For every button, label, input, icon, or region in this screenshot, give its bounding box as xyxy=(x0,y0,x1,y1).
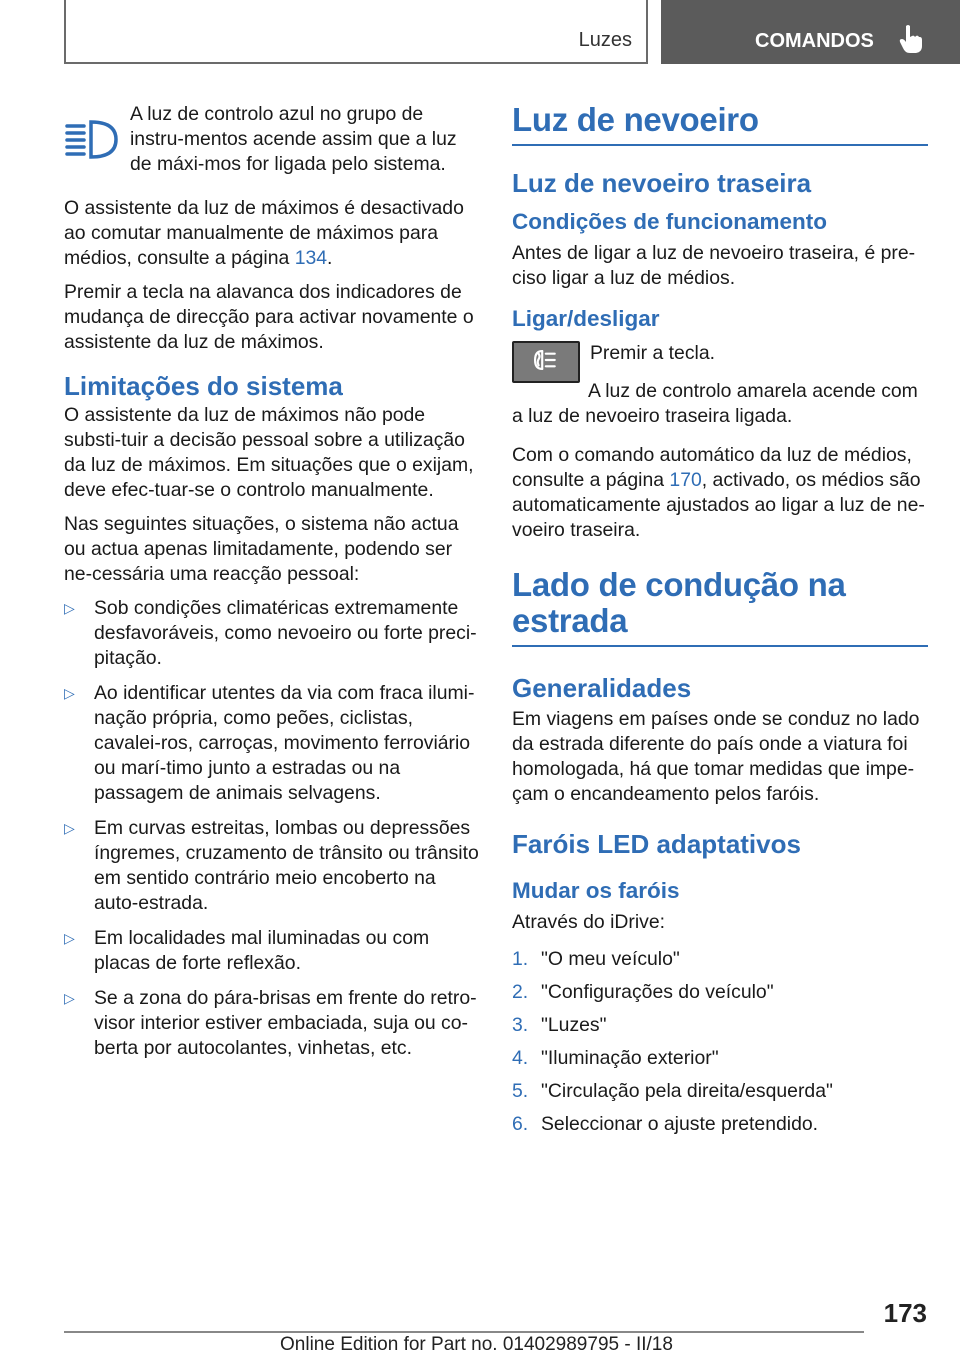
high-beam-lamp-icon xyxy=(64,116,120,160)
lamp-note-text: A luz de controlo azul no grupo de instru-mentos acende assim que a luz de máxi-mos for ligada pelo sistema. xyxy=(130,103,457,175)
reactivation-paragraph: Premir a tecla na alavanca dos indicadores de mudança de direcção para activar novamente o assistente da luz de máximos. xyxy=(64,281,474,353)
step-text: "Luzes" xyxy=(541,1014,607,1036)
chapter-tab xyxy=(661,0,960,64)
step-text: "Iluminação exterior" xyxy=(541,1047,719,1069)
step-item xyxy=(512,1079,928,1104)
period: . xyxy=(327,247,333,269)
auto-control-text-end: , activado, os médios são automaticamente ajustados ao ligar a luz de ne-voeiro traseira. xyxy=(512,469,925,541)
list-item-text: Ao identificar utentes da via com fraca ilumi-nação própria, como peões, ciclistas, cavalei-ros, carroças, movimento ferroviário ou marí-timo junto a estradas ou na passagem de animais selvagens. xyxy=(94,682,475,804)
heading-driving-side: Lado de condução na estrada xyxy=(512,566,846,639)
list-item xyxy=(64,596,482,671)
list-item xyxy=(64,816,482,916)
heading-operating-conditions: Condições de funcionamento xyxy=(512,209,828,234)
idrive-paragraph: Através do iDrive: xyxy=(512,911,666,933)
heading-rear-fog-light: Luz de nevoeiro traseira xyxy=(512,168,812,198)
general-paragraph: Em viagens em países onde se conduz no lado da estrada diferente do país onde a viatura foi homologada, há que tomar medidas que impe-çam o encandeamento pelos faróis. xyxy=(512,708,920,805)
list-item-text: Em curvas estreitas, lombas ou depressões íngremes, cruzamento de trânsito ou trânsito em sentido contrário meio encoberto na auto-estrada. xyxy=(94,817,479,914)
rear-fog-key-button xyxy=(512,341,580,383)
rear-fog-light-icon xyxy=(514,343,574,377)
step-text: "Circulação pela direita/esquerda" xyxy=(541,1080,833,1102)
step-item xyxy=(512,1046,928,1071)
list-item xyxy=(64,986,482,1061)
step-number: 1. xyxy=(512,948,529,970)
triangle-bullet-icon: ▷ xyxy=(64,990,75,1006)
heading-adaptive-led: Faróis LED adaptativos xyxy=(512,829,801,859)
right-column xyxy=(512,102,928,1145)
conditions-paragraph: Antes de ligar a luz de nevoeiro traseira, é pre-ciso ligar a luz de médios. xyxy=(512,242,916,289)
chapter-title: COMANDOS xyxy=(755,30,874,52)
section-title: Luzes xyxy=(578,29,632,51)
deactivation-text: O assistente da luz de máximos é desactivado ao comutar manualmente de máximos para médios, consulte a página xyxy=(64,197,464,269)
header-section-box xyxy=(64,0,648,64)
step-number: 3. xyxy=(512,1014,529,1036)
step-item xyxy=(512,1013,928,1038)
situations-paragraph: Nas seguintes situações, o sistema não actua ou actua apenas limitadamente, podendo ser ne-cessária uma reacção pessoal: xyxy=(64,513,459,585)
list-item-text: Se a zona do pára-brisas em frente do retro-visor interior estiver embaciada, suja ou co-berta por autocolantes, vinhetas, etc. xyxy=(94,987,477,1059)
deactivation-paragraph xyxy=(64,196,482,271)
step-number: 6. xyxy=(512,1113,529,1135)
auto-control-paragraph xyxy=(512,443,928,543)
heading-fog-light: Luz de nevoeiro xyxy=(512,101,759,138)
heading-change-headlights: Mudar os faróis xyxy=(512,878,680,903)
triangle-bullet-icon: ▷ xyxy=(64,820,75,836)
list-item-text: Sob condições climatéricas extremamente desfavoráveis, como nevoeiro ou forte preci-pitação. xyxy=(94,597,477,669)
page-link-170[interactable]: 170 xyxy=(669,469,702,491)
heading-on-off: Ligar/desligar xyxy=(512,306,660,331)
step-text: Seleccionar o ajuste pretendido. xyxy=(541,1113,819,1135)
situations-list xyxy=(64,596,482,1061)
steps-list xyxy=(512,947,928,1137)
page-number: 173 xyxy=(883,1298,927,1328)
press-key-text: Premir a tecla. xyxy=(590,342,715,364)
triangle-bullet-icon: ▷ xyxy=(64,685,75,701)
amber-indicator-paragraph: A luz de controlo amarela acende com a luz de nevoeiro traseira ligada. xyxy=(512,380,918,427)
fog-light-heading-block xyxy=(512,102,928,146)
heading-system-limits: Limitações do sistema xyxy=(64,371,343,401)
step-number: 2. xyxy=(512,981,529,1003)
page-link-134[interactable]: 134 xyxy=(294,247,328,269)
step-item xyxy=(512,947,928,972)
limits-paragraph: O assistente da luz de máximos não pode substi-tuir a decisão pessoal sobre a utilização da luz de máximos. Em situações que o exijam, deve efec-tuar-se o controlo manualmente. xyxy=(64,404,474,501)
hand-pointer-icon xyxy=(899,24,923,54)
step-text: "O meu veículo" xyxy=(541,948,680,970)
triangle-bullet-icon: ▷ xyxy=(64,600,75,616)
left-column xyxy=(64,102,482,1071)
high-beam-indicator-note xyxy=(64,102,482,186)
list-item xyxy=(64,681,482,806)
fog-key-row xyxy=(512,341,928,383)
step-text: "Configurações do veículo" xyxy=(541,981,774,1003)
list-item xyxy=(64,926,482,976)
triangle-bullet-icon: ▷ xyxy=(64,930,75,946)
list-item-text: Em localidades mal iluminadas ou com placas de forte reflexão. xyxy=(94,927,430,974)
step-item xyxy=(512,1112,928,1137)
step-number: 4. xyxy=(512,1047,529,1069)
heading-general: Generalidades xyxy=(512,673,692,703)
road-side-heading-block xyxy=(512,567,928,647)
auto-control-text: Com o comando automático da luz de médios, consulte a página xyxy=(512,444,912,491)
step-item xyxy=(512,980,928,1005)
edition-note: Online Edition for Part no. 01402989795 - II/18 xyxy=(280,1334,673,1355)
footer-divider xyxy=(64,1331,864,1333)
step-number: 5. xyxy=(512,1080,529,1102)
